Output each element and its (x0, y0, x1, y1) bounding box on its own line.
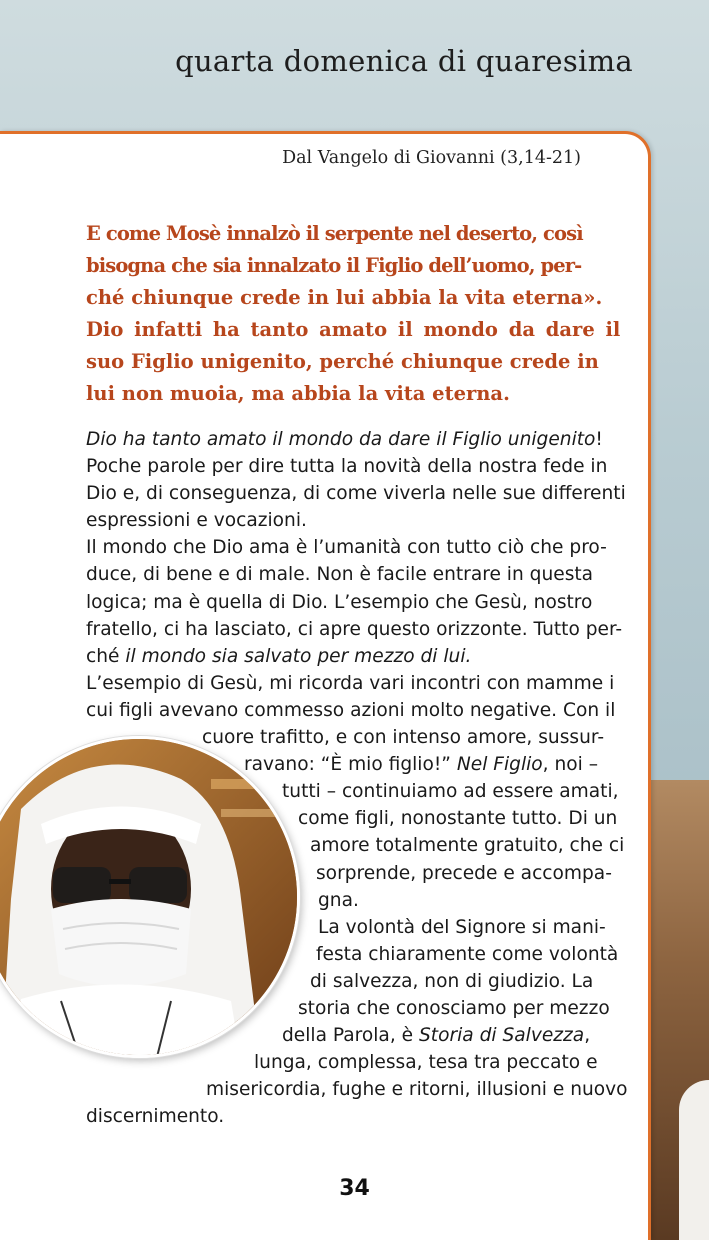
commentary-line: storia che conosciamo per mezzo (298, 997, 610, 1019)
commentary-line: sorprende, precede e accompa- (316, 862, 612, 884)
commentary-line: amore totalmente gratuito, che ci (310, 835, 625, 857)
commentary-line: discernimento. (86, 1106, 225, 1128)
commentary-line: Dio e, di conseguenza, di come viverla nelle sue differenti (86, 483, 626, 505)
page-header-title: quarta domenica di quaresima (175, 44, 633, 78)
scripture-line: suo Figlio unigenito, perché chiunque crede in (86, 350, 599, 373)
commentary-line: Dio ha tanto amato il mondo da dare il Figlio unigenito! (86, 429, 603, 450)
commentary-line: espressioni e vocazioni. (86, 510, 307, 532)
commentary-line: come figli, nonostante tutto. Di un (298, 808, 618, 830)
commentary-line: misericordia, fughe e ritorni, illusioni e nuovo (206, 1079, 628, 1101)
commentary-text (86, 426, 642, 1130)
commentary-line: logica; ma è quella di Dio. L’esempio che Gesù, nostro (86, 591, 593, 613)
commentary-line: L’esempio di Gesù, mi ricorda vari incontri con mamme i (86, 672, 615, 694)
scripture-line: lui non muoia, ma abbia la vita eterna. (86, 382, 510, 405)
background-figure (679, 1080, 709, 1240)
commentary-line: Poche parole per dire tutta la novità della nostra fede in (86, 456, 608, 478)
scripture-line: E come Mosè innalzò il serpente nel deserto, così (86, 222, 583, 245)
scripture-line: ché chiunque crede in lui abbia la vita eterna». (86, 286, 603, 309)
scripture-line: Dio infatti ha tanto amato il mondo da dare il (86, 318, 621, 341)
commentary-line: lunga, complessa, tesa tra peccato e (254, 1052, 598, 1074)
commentary-line: fratello, ci ha lasciato, ci apre questo orizzonte. Tutto per- (86, 618, 623, 640)
commentary-line: duce, di bene e di male. Non è facile entrare in questa (86, 564, 594, 586)
commentary-line: di salvezza, non di giudizio. La (310, 970, 594, 992)
commentary-line: ravano: “È mio figlio!” Nel Figlio, noi – (244, 754, 599, 776)
commentary-line: festa chiaramente come volontà (316, 943, 619, 965)
commentary-line: Il mondo che Dio ama è l’umanità con tutto ciò che pro- (86, 537, 607, 559)
commentary-line: La volontà del Signore si mani- (318, 916, 606, 938)
commentary-line: cui figli avevano commesso azioni molto negative. Con il (86, 699, 616, 721)
scripture-passage (86, 218, 634, 410)
gospel-source: Dal Vangelo di Giovanni (3,14-21) (282, 148, 581, 168)
commentary-line: ché il mondo sia salvato per mezzo di lui. (86, 645, 472, 667)
scripture-line: bisogna che sia innalzato il Figlio dell’uomo, per- (86, 254, 582, 277)
commentary-line: tutti – continuiamo ad essere amati, (282, 781, 619, 803)
commentary-line: gna. (318, 889, 359, 911)
commentary-line: cuore trafitto, e con intenso amore, sussur- (202, 727, 605, 749)
commentary-line: della Parola, è Storia di Salvezza, (282, 1025, 591, 1047)
page-number: 34 (339, 1176, 370, 1201)
